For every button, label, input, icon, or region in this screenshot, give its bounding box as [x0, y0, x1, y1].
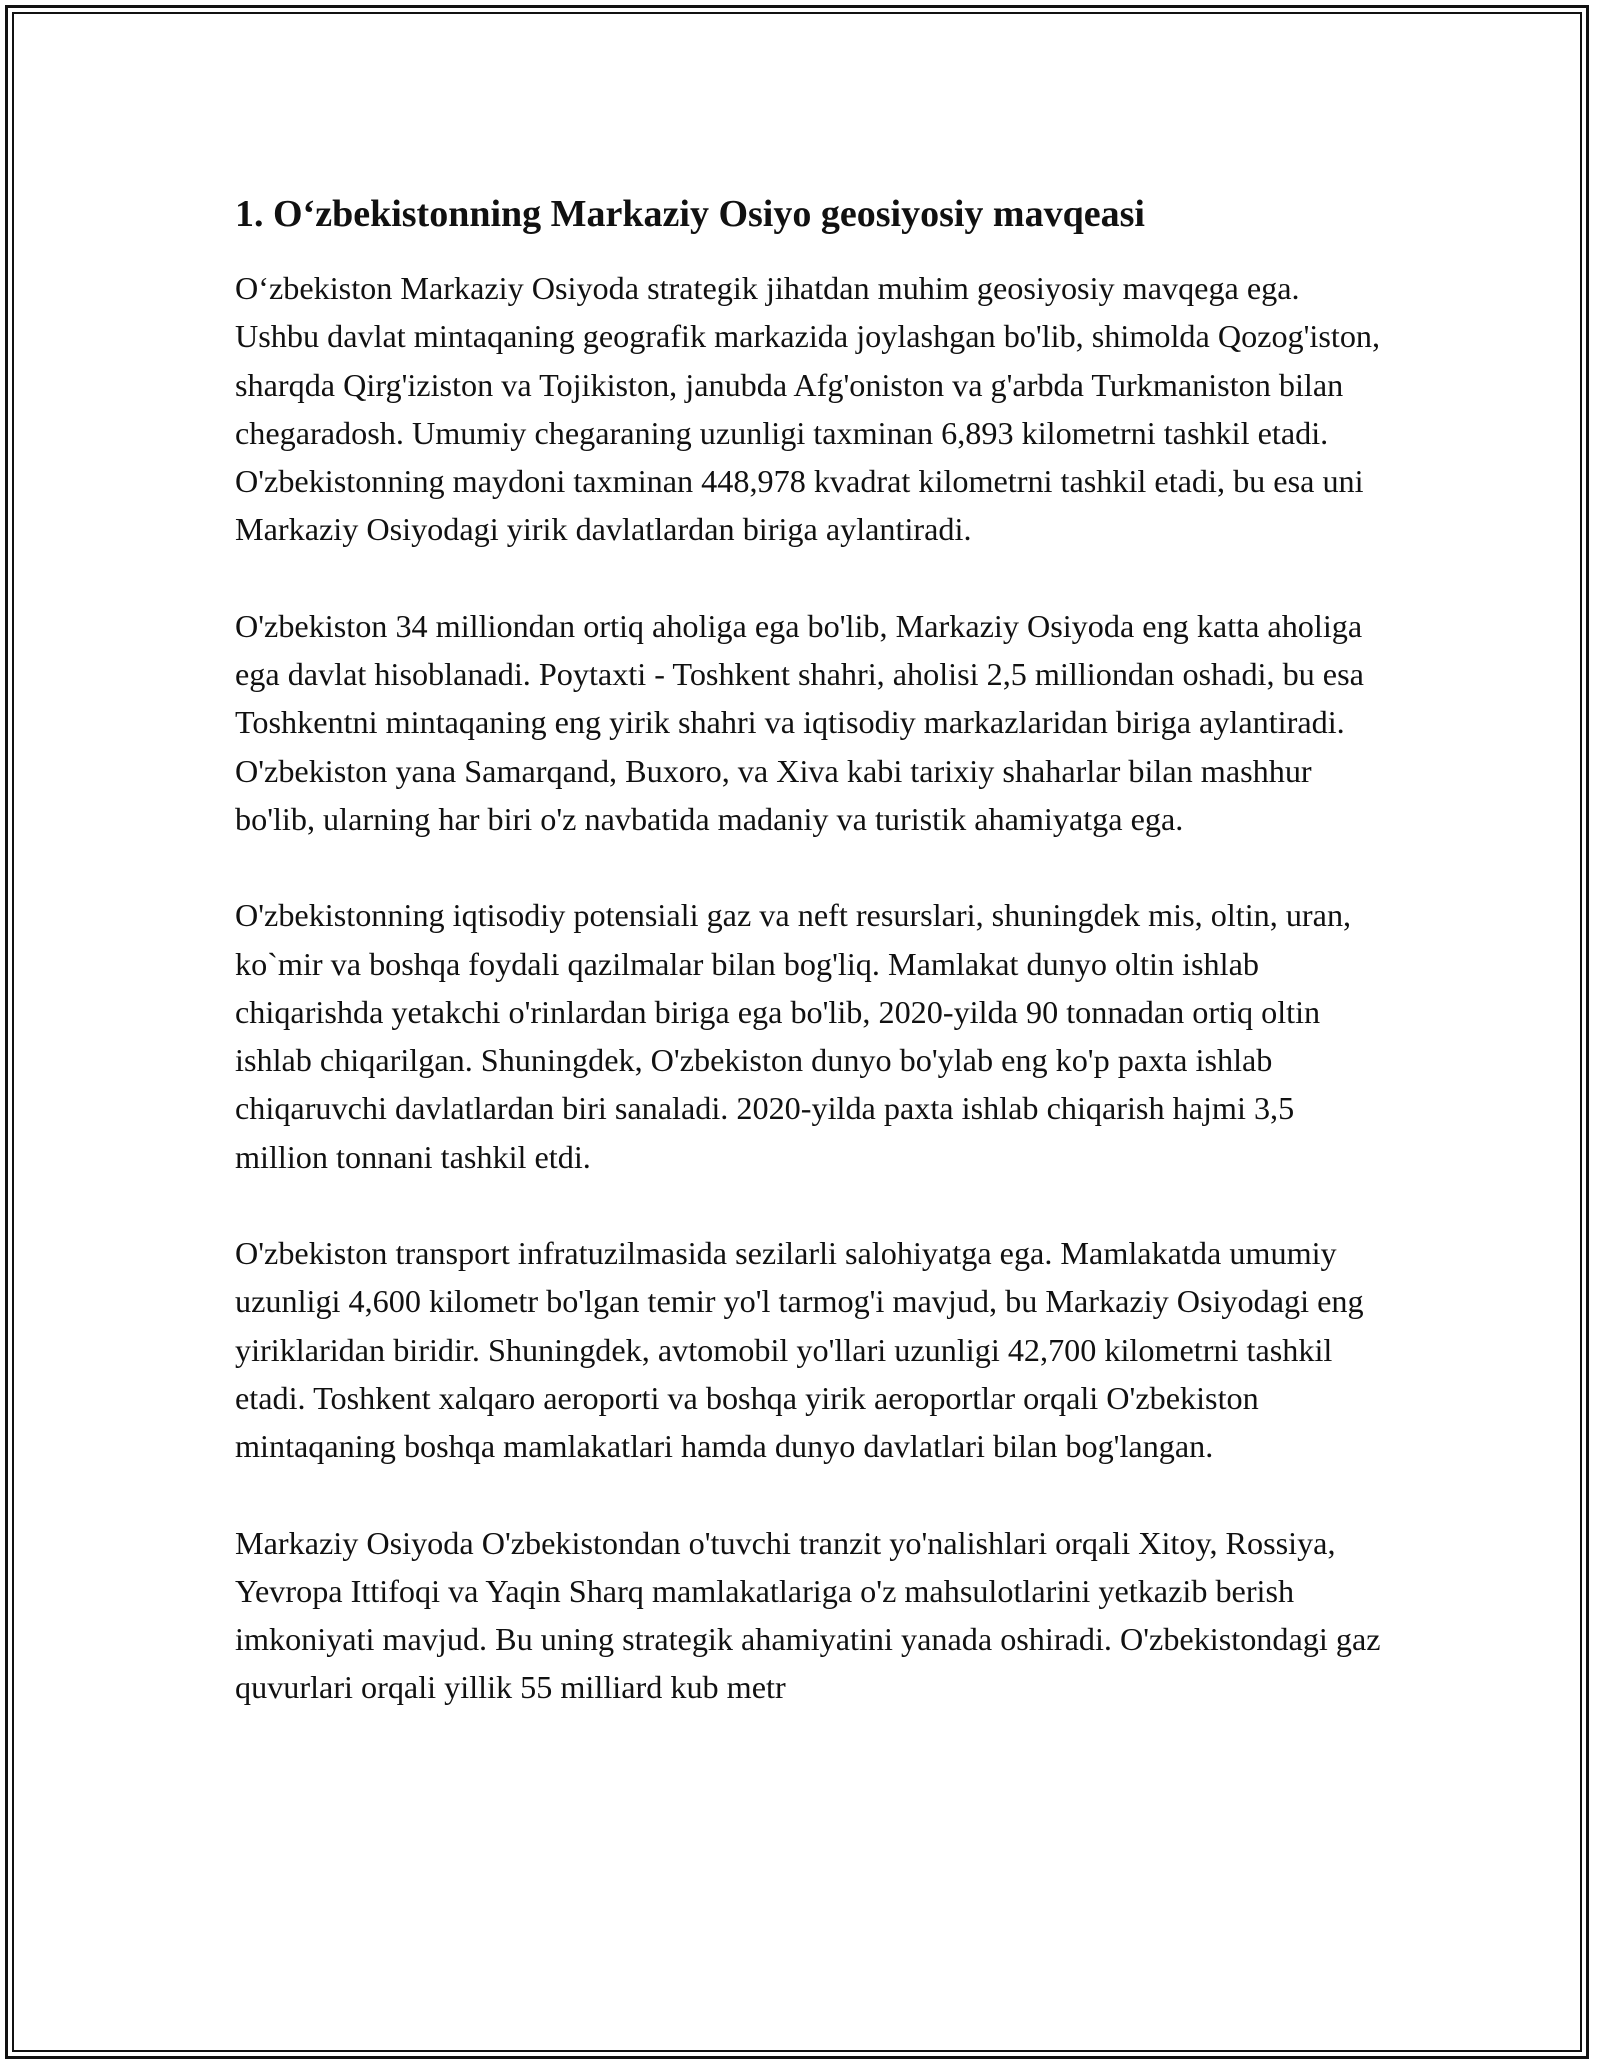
paragraph-economy: O'zbekistonning iqtisodiy potensiali gaz va neft resurslari, shuningdek mis, oltin, uran, ko`mir va boshqa foydali qazilmalar bilan bog'liq. Mamlakat dunyo oltin ishlab chiqarishda yetakchi o'rinlardan biriga ega bo'lib, 2020-yilda 90 tonnadan ortiq oltin ishlab chiqarilgan. Shuningdek, O'zbekiston dunyo bo'ylab eng ko'p paxta ishlab chiqaruvchi davlatlardan biri sanaladi. 2020-yilda paxta ishlab chiqarish hajmi 3,5 million tonnani tashkil etdi. [235, 897, 1352, 1175]
document-body [235, 188, 1385, 1760]
paragraph-geography: O‘zbekiston Markaziy Osiyoda strategik jihatdan muhim geosiyosiy mavqega ega. Ushbu davlat mintaqaning geografik markazida joylashgan bo'lib, shimolda Qozog'iston, sharqda Qirg'iziston va Tojikiston, janubda Afg'oniston va g'arbda Turkmaniston bilan chegaradosh. Umumiy chegaraning uzunligi taxminan 6,893 kilometrni tashkil etadi. O'zbekistonning maydoni taxminan 448,978 kvadrat kilometrni tashkil etadi, bu esa uni Markaziy Osiyodagi yirik davlatlardan biriga aylantiradi. [235, 270, 1381, 548]
paragraph-transport: O'zbekiston transport infratuzilmasida sezilarli salohiyatga ega. Mamlakatda umumiy uzunligi 4,600 kilometr bo'lgan temir yo'l tarmog'i mavjud, bu Markaziy Osiyodagi eng yiriklaridan biridir. Shuningdek, avtomobil yo'llari uzunligi 42,700 kilometrni tashkil etadi. Toshkent xalqaro aeroporti va boshqa yirik aeroportlar orqali O'zbekiston mintaqaning boshqa mamlakatlari hamda dunyo davlatlari bilan bog'langan. [235, 1235, 1364, 1465]
document-title: 1. O‘zbekistonning Markaziy Osiyo geosiyosiy mavqeasi [235, 193, 1145, 235]
paragraph-population: O'zbekiston 34 milliondan ortiq aholiga ega bo'lib, Markaziy Osiyoda eng katta aholiga ega davlat hisoblanadi. Poytaxti - Toshkent shahri, aholisi 2,5 milliondan oshadi, bu esa Toshkentni mintaqaning eng yirik shahri va iqtisodiy markazlaridan biriga aylantiradi. O'zbekiston yana Samarqand, Buxoro, va Xiva kabi tarixiy shaharlar bilan mashhur bo'lib, ularning har biri o'z navbatida madaniy va turistik ahamiyatga ega. [235, 607, 1364, 837]
paragraph-transit: Markaziy Osiyoda O'zbekistondan o'tuvchi tranzit yo'nalishlari orqali Xitoy, Rossiya, Yevropa Ittifoqi va Yaqin Sharq mamlakatlariga o'z mahsulotlarini yetkazib berish imkoniyati mavjud. Bu uning strategik ahamiyatini yanada oshiradi. O'zbekistondagi gaz quvurlari orqali yillik 55 milliard kub metr [235, 1524, 1381, 1706]
